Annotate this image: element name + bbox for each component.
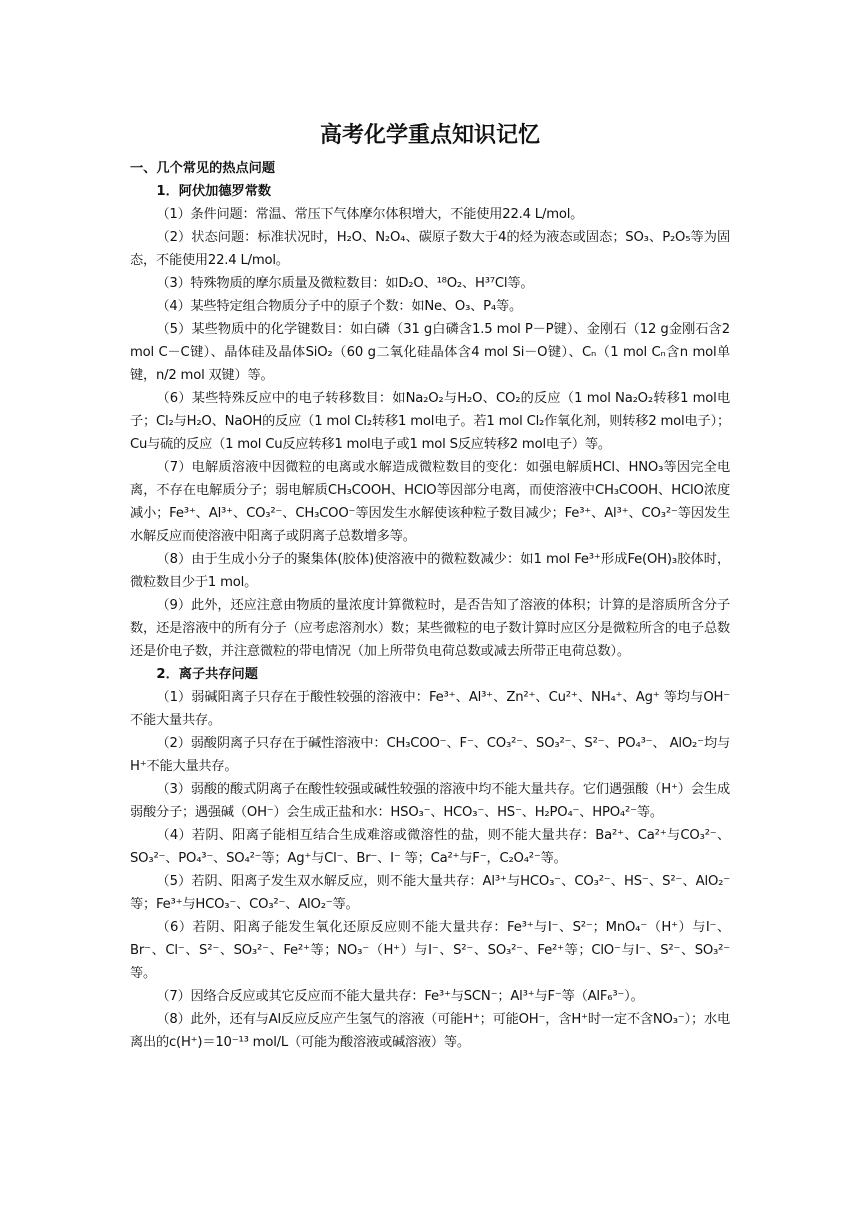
subsection-heading-avogadro: 1．阿伏加德罗常数: [156, 184, 272, 199]
paragraph: （8）由于生成小分子的聚集体(胶体)使溶液中的微粒数减少：如1 mol Fe³⁺形成Fe(OH)₃胶体时，微粒数目少于1 mol。: [130, 552, 730, 590]
subsection-heading-ion-coexistence: 2．离子共存问题: [156, 667, 258, 682]
paragraph: （4）某些特定组合物质分子中的原子个数：如Ne、O₃、P₄等。: [156, 299, 522, 314]
paragraph: （6）某些特殊反应中的电子转移数目：如Na₂O₂与H₂O、CO₂的反应（1 mol Na₂O₂转移1 mol电子；Cl₂与H₂O、NaOH的反应（1 mol Cl₂转移1 mol电子。若1 mol Cl₂作氧化剂，则转移2 mol电子）；Cu与硫的反应（1 mol Cu反应转移1 mol电子或1 mol S反应转移2 mol电子）等。: [130, 391, 730, 452]
paragraph: （7）因络合反应或其它反应而不能大量共存：Fe³⁺与SCN⁻；Al³⁺与F⁻等（AlF₆³⁻）。: [156, 989, 644, 1004]
section-heading: 一、几个常见的热点问题: [130, 161, 276, 176]
paragraph: （1）条件问题：常温、常压下气体摩尔体积增大，不能使用22.4 L/mol。: [156, 207, 584, 222]
paragraph: （9）此外，还应注意由物质的量浓度计算微粒时，是否告知了溶液的体积；计算的是溶质所含分子数，还是溶液中的所有分子（应考虑溶剂水）数；某些微粒的电子数计算时应区分是微粒所含的电子总数还是价电子数，并注意微粒的带电情况（加上所带负电荷总数或减去所带正电荷总数）。: [130, 598, 730, 659]
paragraph: （3）特殊物质的摩尔质量及微粒数目：如D₂O、¹⁸O₂、H³⁷Cl等。: [156, 276, 534, 291]
paragraph: （5）若阴、阳离子发生双水解反应，则不能大量共存：Al³⁺与HCO₃⁻、CO₃²⁻、HS⁻、S²⁻、AlO₂⁻等；Fe³⁺与HCO₃⁻、CO₃²⁻、AlO₂⁻等。: [130, 874, 730, 912]
paragraph: （4）若阴、阳离子能相互结合生成难溶或微溶性的盐，则不能大量共存：Ba²⁺、Ca²⁺与CO₃²⁻、SO₃²⁻、PO₄³⁻、SO₄²⁻等；Ag⁺与Cl⁻、Br⁻、I⁻ 等；Ca²⁺与F⁻，C₂O₄²⁻等。: [130, 828, 730, 866]
paragraph: （3）弱酸的酸式阴离子在酸性较强或碱性较强的溶液中均不能大量共存。它们遇强酸（H⁺）会生成弱酸分子；遇强碱（OH⁻）会生成正盐和水：HSO₃⁻、HCO₃⁻、HS⁻、H₂PO₄⁻、HPO₄²⁻等。: [130, 782, 730, 820]
paragraph: （2）弱酸阴离子只存在于碱性溶液中：CH₃COO⁻、F⁻、CO₃²⁻、SO₃²⁻、S²⁻、PO₄³⁻、 AlO₂⁻均与H⁺不能大量共存。: [130, 736, 730, 774]
paragraph: （7）电解质溶液中因微粒的电离或水解造成微粒数目的变化：如强电解质HCl、HNO₃等因完全电离，不存在电解质分子；弱电解质CH₃COOH、HClO等因部分电离，而使溶液中CH₃COOH、HClO浓度减小；Fe³⁺、Al³⁺、CO₃²⁻、CH₃COO⁻等因发生水解使该种粒子数目减少；Fe³⁺、Al³⁺、CO₃²⁻等因发生水解反应而使溶液中阳离子或阴离子总数增多等。: [130, 460, 730, 544]
document-body: [130, 118, 730, 1054]
paragraph: （8）此外，还有与Al反应反应产生氢气的溶液（可能H⁺；可能OH⁻，含H⁺时一定不含NO₃⁻）；水电离出的c(H⁺)＝10⁻¹³ mol/L（可能为酸溶液或碱溶液）等。: [130, 1012, 730, 1050]
paragraph: （2）状态问题：标准状况时，H₂O、N₂O₄、碳原子数大于4的烃为液态或固态；SO₃、P₂O₅等为固态，不能使用22.4 L/mol。: [130, 230, 730, 268]
paragraph: （6）若阴、阳离子能发生氧化还原反应则不能大量共存：Fe³⁺与I⁻、S²⁻；MnO₄⁻（H⁺）与I⁻、Br⁻、Cl⁻、S²⁻、SO₃²⁻、Fe²⁺等；NO₃⁻（H⁺）与I⁻、S²⁻、SO₃²⁻、Fe²⁺等；ClO⁻与I⁻、S²⁻、SO₃²⁻等。: [130, 920, 730, 981]
document-title: 高考化学重点知识记忆: [319, 122, 540, 148]
paragraph: （5）某些物质中的化学键数目：如白磷（31 g白磷含1.5 mol P－P键）、金刚石（12 g金刚石含2 mol C－C键）、晶体硅及晶体SiO₂（60 g二氧化硅晶体含4 mol Si－O键）、Cₙ（1 mol Cₙ含n mol单键，n/2 mol 双键）等。: [130, 322, 730, 383]
paragraph: （1）弱碱阳离子只存在于酸性较强的溶液中：Fe³⁺、Al³⁺、Zn²⁺、Cu²⁺、NH₄⁺、Ag⁺ 等均与OH⁻不能大量共存。: [130, 690, 730, 728]
